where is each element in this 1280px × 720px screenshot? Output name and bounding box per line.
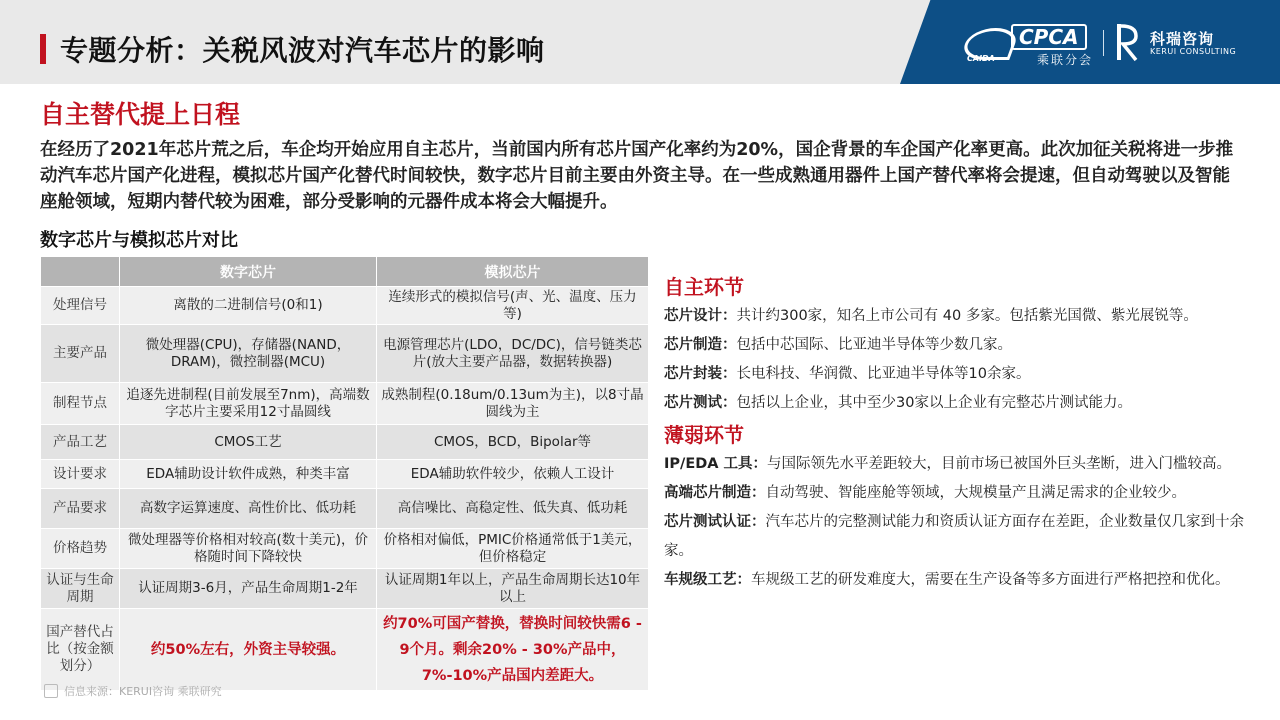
source-icon — [44, 684, 58, 698]
analog-cell: 连续形式的模拟信号(声、光、温度、压力等) — [377, 287, 649, 325]
comparison-table — [40, 256, 649, 691]
table-row — [41, 425, 649, 460]
table-row — [41, 287, 649, 325]
digital-cell: 微处理器等价格相对较高(数十美元)，价格随时间下降较快 — [120, 529, 377, 569]
analog-cell: EDA辅助软件较少，依赖人工设计 — [377, 460, 649, 489]
row-label: 产品工艺 — [41, 425, 120, 460]
item-key: 高端芯片制造： — [664, 485, 766, 501]
item-text: 自动驾驶、智能座舱等领域，大规模量产且满足需求的企业较少。 — [765, 485, 1186, 501]
item-key: 芯片制造： — [664, 337, 737, 353]
digital-cell: 追逐先进制程(目前发展至7nm)，高端数字芯片主要采用12寸晶圆线 — [120, 383, 377, 425]
page-title: 专题分析：关税风波对汽车芯片的影响 — [60, 34, 545, 67]
item-text: 长电科技、华润微、比亚迪半导体等10余家。 — [736, 366, 1031, 382]
kerui-logo-cn: 科瑞咨询 — [1150, 30, 1215, 48]
list-item — [664, 450, 1254, 479]
cpca-logo-en: CAIDA — [967, 54, 995, 63]
cpca-logo-text: CPCA — [1011, 24, 1087, 50]
digital-cell: CMOS工艺 — [120, 425, 377, 460]
analog-share-cell: 约70%可国产替换，替换时间较快需6 - 9个月。剩余20% - 30%产品中，7%-10%产品国内差距大。 — [377, 609, 649, 691]
table-title: 数字芯片与模拟芯片对比 — [40, 230, 238, 251]
list-item — [664, 566, 1254, 595]
strong-links-title: 自主环节 — [664, 275, 744, 299]
row-label: 国产替代占比（按金额划分） — [41, 609, 120, 691]
item-key: 芯片封装： — [664, 366, 737, 382]
analog-cell: 价格相对偏低，PMIC价格通常低于1美元，但价格稳定 — [377, 529, 649, 569]
table-row — [41, 460, 649, 489]
source-note: 信息来源：KERUI咨询 乘联研究 — [64, 685, 222, 698]
row-label: 处理信号 — [41, 287, 120, 325]
list-item — [664, 389, 1254, 418]
item-key: 芯片测试： — [664, 395, 737, 411]
list-item — [664, 360, 1254, 389]
table-header-digital: 数字芯片 — [120, 257, 377, 287]
title-accent-bar — [40, 34, 46, 64]
header-band — [0, 0, 1280, 84]
table-header-row — [41, 257, 649, 287]
section-title: 自主替代提上日程 — [40, 100, 241, 129]
digital-cell: 离散的二进制信号(0和1) — [120, 287, 377, 325]
item-text: 共计约300家，知名上市公司有 40 多家。包括紫光国微、紫光展锐等。 — [736, 308, 1198, 324]
analog-cell: 高信噪比、高稳定性、低失真、低功耗 — [377, 489, 649, 529]
item-text: 包括中芯国际、比亚迪半导体等少数几家。 — [736, 337, 1012, 353]
kerui-k-icon — [1116, 22, 1140, 62]
table-row — [41, 325, 649, 383]
row-label: 设计要求 — [41, 460, 120, 489]
row-label: 价格趋势 — [41, 529, 120, 569]
item-text: 车规级工艺的研发难度大，需要在生产设备等多方面进行严格把控和优化。 — [751, 572, 1230, 588]
digital-cell: EDA辅助设计软件成熟，种类丰富 — [120, 460, 377, 489]
logo-divider — [1103, 30, 1104, 56]
table-row — [41, 383, 649, 425]
table-row — [41, 489, 649, 529]
list-item — [664, 302, 1254, 331]
list-item — [664, 508, 1254, 566]
list-item — [664, 331, 1254, 360]
item-key: 车规级工艺： — [664, 572, 751, 588]
item-key: 芯片测试认证： — [664, 514, 766, 530]
row-label: 产品要求 — [41, 489, 120, 529]
item-text: 与国际领先水平差距较大，目前市场已被国外巨头垄断，进入门槛较高。 — [767, 456, 1232, 472]
kerui-logo-en: KERUI CONSULTING — [1150, 47, 1237, 56]
intro-paragraph: 在经历了2021年芯片荒之后，车企均开始应用自主芯片，当前国内所有芯片国产化率约为20%，国企背景的车企国产化率更高。此次加征关税将进一步推动汽车芯片国产化进程，模拟芯片国产化替代时间较快，数字芯片目前主要由外资主导。在一些成熟通用器件上国产替代率将会提速，但自动驾驶以及智能座舱领域，短期内替代较为困难，部分受影响的元器件成本将会大幅提升。 — [40, 140, 1234, 212]
table-row — [41, 609, 649, 691]
row-label: 制程节点 — [41, 383, 120, 425]
analog-cell: 成熟制程(0.18um/0.13um为主)，以8寸晶圆线为主 — [377, 383, 649, 425]
item-text: 包括以上企业，其中至少30家以上企业有完整芯片测试能力。 — [736, 395, 1132, 411]
weak-links-title: 薄弱环节 — [664, 423, 744, 447]
table-row — [41, 529, 649, 569]
analog-cell: 电源管理芯片(LDO，DC/DC)，信号链类芯片(放大主要产品器，数据转换器) — [377, 325, 649, 383]
digital-cell: 微处理器(CPU)，存储器(NAND，DRAM)，微控制器(MCU) — [120, 325, 377, 383]
cpca-logo — [965, 22, 1095, 66]
row-label: 主要产品 — [41, 325, 120, 383]
kerui-logo — [1116, 20, 1256, 66]
table-row — [41, 569, 649, 609]
item-text: 汽车芯片的完整测试能力和资质认证方面存在差距，企业数量仅几家到十余家。 — [664, 514, 1244, 559]
digital-cell: 高数字运算速度、高性价比、低功耗 — [120, 489, 377, 529]
list-item — [664, 479, 1254, 508]
analog-cell: CMOS，BCD，Bipolar等 — [377, 425, 649, 460]
analog-cell: 认证周期1年以上，产品生命周期长达10年以上 — [377, 569, 649, 609]
digital-cell: 认证周期3-6月，产品生命周期1-2年 — [120, 569, 377, 609]
cpca-logo-cn: 乘联分会 — [1037, 53, 1094, 67]
item-key: IP/EDA 工具： — [664, 456, 768, 472]
table-header-cell — [41, 257, 120, 287]
digital-share-cell: 约50%左右，外资主导较强。 — [120, 609, 377, 691]
row-label: 认证与生命周期 — [41, 569, 120, 609]
item-key: 芯片设计： — [664, 308, 737, 324]
table-header-analog: 模拟芯片 — [377, 257, 649, 287]
right-panel — [664, 272, 1254, 595]
